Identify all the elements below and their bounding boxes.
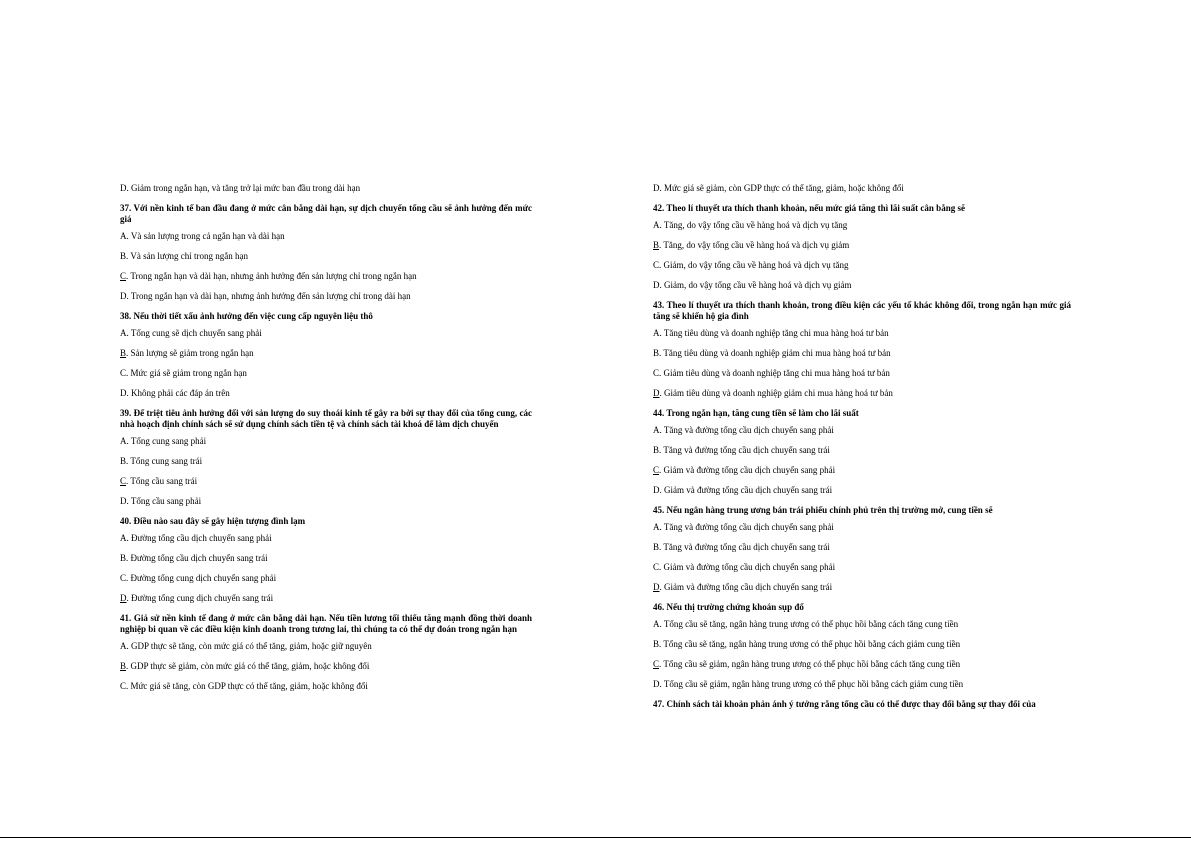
answer-option: D. Không phải các đáp án trên [120,388,230,398]
correct-answer-marker: C [653,465,660,475]
right-column [653,183,1071,716]
question-text: 47. Chính sách tài khoản phản ánh ý tưởng rằng tổng cầu có thể được thay đổi bằng sự thay đổi của [653,699,1036,709]
answer-option: D. Giảm, do vậy tổng cầu về hàng hoá và dịch vụ giảm [653,280,852,290]
question-text: 39. Để triệt tiêu ảnh hưởng đối với sản lượng do suy thoái kinh tế gây ra bởi sự thay đổi của tổng cung, các nhà hoạch định chính sách sẽ sử dụng chính sách tiền tệ và chính sách tài khoá để làm dịch chuyển [120,408,532,429]
answer-option: B. Tổng cung sang trái [120,456,203,466]
answer-option: B. Tăng và đường tổng cầu dịch chuyển sang trái [653,445,830,455]
answer-option: A. GDP thực sẽ tăng, còn mức giá có thể tăng, giảm, hoặc giữ nguyên [120,641,372,651]
answer-option: C. Giảm và đường tổng cầu dịch chuyển sang phải [653,562,836,572]
answer-option [653,465,1071,476]
answer-option: C. Mức giá sẽ giảm trong ngắn hạn [120,368,247,378]
answer-option [120,476,532,487]
answer-option: C. Mức giá sẽ tăng, còn GDP thực có thể tăng, giảm, hoặc không đổi [120,681,368,691]
answer-option: A. Tăng và đường tổng cầu dịch chuyển sang phải [653,522,834,532]
answer-option: A. Tổng cầu sẽ tăng, ngân hàng trung ương có thể phục hồi bằng cách tăng cung tiền [653,619,959,629]
answer-option [653,240,1071,251]
answer-option [653,388,1071,399]
page-bottom-divider [0,837,1191,838]
question-text: 43. Theo lí thuyết ưa thích thanh khoản, trong điều kiện các yếu tố khác không đổi, trong ngắn hạn mức giá tăng sẽ khiến hộ gia đình [653,300,1071,321]
correct-answer-marker: B [120,348,127,358]
answer-option-text: . Tổng cầu sẽ giảm, ngân hàng trung ương có thể phục hồi bằng cách tăng cung tiền [659,659,961,669]
question-text: 42. Theo lí thuyết ưa thích thanh khoản, nếu mức giá tăng thì lãi suất cân bằng sẽ [653,203,965,213]
answer-option: A. Tăng tiêu dùng và doanh nghiệp tăng chi mua hàng hoá tư bản [653,328,889,338]
answer-option: A. Tổng cung sang phải [120,436,207,446]
correct-answer-marker: B [653,240,660,250]
answer-option-text: . Tăng, do vậy tổng cầu về hàng hoá và dịch vụ giảm [659,240,850,250]
answer-option-text: . Giảm và đường tổng cầu dịch chuyển sang trái [659,582,833,592]
answer-option: D. Giảm trong ngắn hạn, và tăng trở lại mức ban đầu trong dài hạn [120,183,361,193]
question-text: 44. Trong ngắn hạn, tăng cung tiền sẽ làm cho lãi suất [653,408,859,418]
left-column [120,183,532,701]
correct-answer-marker: C [120,271,127,281]
correct-answer-marker: D [653,582,660,592]
answer-option-text: . Sản lượng sẽ giảm trong ngắn hạn [126,348,254,358]
answer-option: B. Tăng và đường tổng cầu dịch chuyển sang trái [653,542,830,552]
answer-option [120,348,532,359]
answer-option: B. Tổng cầu sẽ tăng, ngân hàng trung ương có thể phục hồi bằng cách giảm cung tiền [653,639,961,649]
question-text: 37. Với nền kinh tế ban đầu đang ở mức cân bằng dài hạn, sự dịch chuyển tổng cầu sẽ ảnh hưởng đến mức giá [120,203,532,224]
answer-option: A. Và sản lượng trong cả ngắn hạn và dài hạn [120,231,285,241]
correct-answer-marker: D [653,388,660,398]
answer-option [653,659,1071,670]
answer-option: D. Giảm và đường tổng cầu dịch chuyển sang trái [653,485,833,495]
answer-option: B. Và sản lượng chỉ trong ngắn hạn [120,251,248,261]
answer-option: B. Đường tổng cầu dịch chuyển sang trái [120,553,268,563]
answer-option: D. Mức giá sẽ giảm, còn GDP thực có thể tăng, giảm, hoặc không đổi [653,183,904,193]
answer-option-text: . GDP thực sẽ giảm, còn mức giá có thể tăng, giảm, hoặc không đổi [126,661,370,671]
answer-option-text: . Giảm và đường tổng cầu dịch chuyển sang phải [659,465,836,475]
question-text: 41. Giả sử nền kinh tế đang ở mức cân bằng dài hạn. Nếu tiền lương tối thiểu tăng mạnh đồng thời doanh nghiệp bi quan về các điều kiện kinh doanh trong tương lai, thì chúng ta có thể dự đoán trong ngắn hạn [120,613,532,634]
answer-option-text: . Đường tổng cung dịch chuyển sang trái [126,593,274,603]
answer-option: D. Tổng cầu sang phải [120,496,202,506]
answer-option [120,593,532,604]
answer-option-text: . Giảm tiêu dùng và doanh nghiệp giảm chi mua hàng hoá tư bản [659,388,893,398]
answer-option [653,582,1071,593]
answer-option: D. Trong ngắn hạn và dài hạn, nhưng ảnh hưởng đến sản lượng chỉ trong dài hạn [120,291,411,301]
correct-answer-marker: C [120,476,127,486]
question-text: 38. Nếu thời tiết xấu ảnh hưởng đến việc cung cấp nguyên liệu thô [120,311,373,321]
answer-option: C. Giảm, do vậy tổng cầu về hàng hoá và dịch vụ tăng [653,260,849,270]
answer-option: A. Tăng và đường tổng cầu dịch chuyển sang phải [653,425,834,435]
answer-option-text: . Tổng cầu sang trái [126,476,198,486]
answer-option-text: . Trong ngắn hạn và dài hạn, nhưng ảnh hưởng đến sản lượng chỉ trong ngắn hạn [126,271,417,281]
answer-option: A. Đường tổng cầu dịch chuyển sang phải [120,533,272,543]
correct-answer-marker: D [120,593,127,603]
answer-option: C. Đường tổng cung dịch chuyển sang phải [120,573,277,583]
correct-answer-marker: B [120,661,127,671]
answer-option [120,661,532,672]
question-text: 40. Điều nào sau đây sẽ gây hiện tượng đình lạm [120,516,306,526]
correct-answer-marker: C [653,659,660,669]
question-text: 46. Nếu thị trường chứng khoán sụp đổ [653,602,804,612]
answer-option: D. Tổng cầu sẽ giảm, ngân hàng trung ương có thể phục hồi bằng cách giảm cung tiền [653,679,964,689]
answer-option: A. Tổng cung sẽ dịch chuyển sang phải [120,328,262,338]
answer-option: A. Tăng, do vậy tổng cầu về hàng hoá và dịch vụ tăng [653,220,848,230]
answer-option: B. Tăng tiêu dùng và doanh nghiệp giảm chi mua hàng hoá tư bản [653,348,891,358]
answer-option [120,271,532,282]
answer-option: C. Giảm tiêu dùng và doanh nghiệp tăng chi mua hàng hoá tư bản [653,368,890,378]
question-text: 45. Nếu ngân hàng trung ương bán trái phiếu chính phủ trên thị trường mở, cung tiền sẽ [653,505,993,515]
